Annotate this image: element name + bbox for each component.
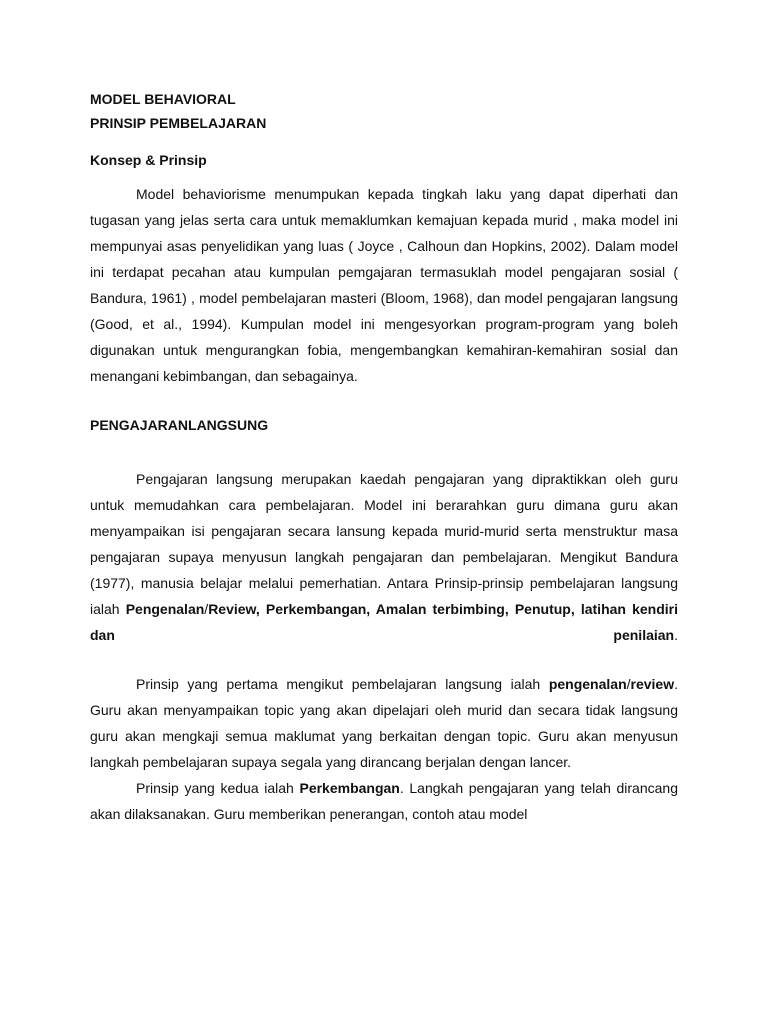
bold-term-review: review [630,676,675,692]
bold-term-list: Review, Perkembangan, Amalan terbimbing, Penutup, latihan kendiri dan penilaian [90,601,678,643]
spacer [90,173,678,181]
spacer [90,648,678,671]
spacer [90,438,678,466]
paragraph-text: Prinsip yang pertama mengikut pembelajaran langsung ialah [136,676,549,692]
paragraph-text: . Guru akan menyampaikan topic yang akan dipelajari oleh murid dan secara tidak langsung guru akan mengkaji semua maklumat yang berkaitan dengan topic. Guru akan menyusun langkah pembelajaran supaya segala yang dirancang berjalan dengan lancer. [90,676,678,770]
paragraph-prinsip-pertama [90,671,678,775]
paragraph-text: Pengajaran langsung merupakan kaedah pengajaran yang dipraktikkan oleh guru untuk memudahkan cara pembelajaran. Model ini berarahkan guru dimana guru akan menyampaikan isi pengajaran secara lansung kepada murid-murid serta menstruktur masa pengajaran supaya menyusun langkah pengajaran dan pembelajaran. Mengikut Bandura (1977), manusia belajar melalui pemerhatian. Antara Prinsip-prinsip pembelajaran langsung ialah [90,471,678,617]
bold-term-pengenalan: pengenalan [548,676,627,692]
slash-separator: / [204,601,209,617]
paragraph-end: . [674,627,678,643]
spacer [90,389,678,412]
paragraph-pengajaran-langsung [90,466,678,648]
bold-term-perkembangan: Perkembangan [299,780,400,796]
bold-term-pengenalan: Pengenalan [125,601,205,617]
paragraph-prinsip-kedua [90,775,678,827]
section-heading-pengajaran-langsung: PENGAJARANLANGSUNG [90,417,269,433]
paragraph-text: . Langkah pengajaran yang telah dirancang akan dilaksanakan. Guru memberikan penerangan, contoh atau model [90,780,678,822]
paragraph-konsep: Model behaviorisme menumpukan kepada tingkah laku yang dapat diperhati dan tugasan yang jelas serta cara untuk memaklumkan kemajuan kepada murid , maka model ini mempunyai asas penyelidikan yang luas ( Joyce , Calhoun dan Hopkins, 2002). Dalam model ini terdapat pecahan atau kumpulan pemgajaran termasuklah model pengajaran sosial ( Bandura, 1961) , model pembelajaran masteri (Bloom, 1968), dan model pengajaran langsung (Good, et al., 1994). Kumpulan model ini mengesyorkan program-program yang boleh digunakan untuk mengurangkan fobia, mengembangkan kemahiran-kemahiran sosial dan menangani kebimbangan, dan sebagainya. [90,186,678,384]
section-heading-konsep: Konsep & Prinsip [90,152,207,168]
document-title-line1: MODEL BEHAVIORAL [90,91,236,107]
paragraph-text: Prinsip yang kedua ialah [136,780,300,796]
document-body [90,87,678,827]
slash-separator: / [626,676,631,692]
document-title-line2: PRINSIP PEMBELAJARAN [90,115,267,131]
